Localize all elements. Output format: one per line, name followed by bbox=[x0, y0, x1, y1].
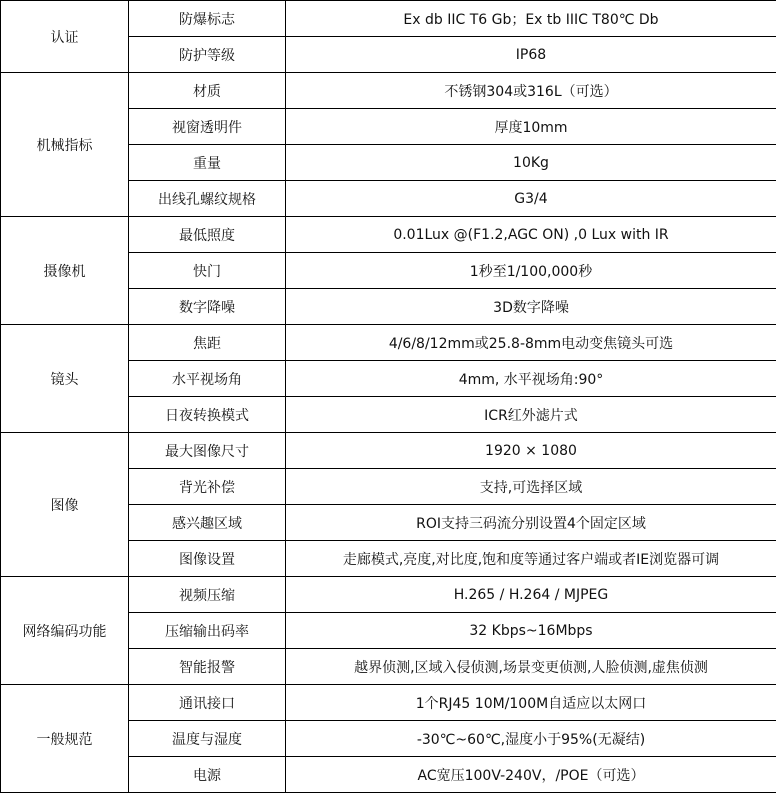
param-value: ROI支持三码流分别设置4个固定区域 bbox=[286, 505, 776, 541]
param-value: IP68 bbox=[286, 37, 776, 73]
param-value: 3D数字降噪 bbox=[286, 289, 776, 325]
param-name: 日夜转换模式 bbox=[129, 397, 286, 433]
param-value: 支持,可选择区域 bbox=[286, 469, 776, 505]
param-value: 越界侦测,区域入侵侦测,场景变更侦测,人脸侦测,虚焦侦测 bbox=[286, 649, 776, 685]
param-name: 重量 bbox=[129, 145, 286, 181]
param-name: 出线孔螺纹规格 bbox=[129, 181, 286, 217]
param-name: 电源 bbox=[129, 757, 286, 793]
param-name: 快门 bbox=[129, 253, 286, 289]
param-value: 4/6/8/12mm或25.8-8mm电动变焦镜头可选 bbox=[286, 325, 776, 361]
table-row bbox=[1, 217, 776, 253]
param-name: 数字降噪 bbox=[129, 289, 286, 325]
table-row bbox=[1, 685, 776, 721]
param-value: 32 Kbps~16Mbps bbox=[286, 613, 776, 649]
group-label: 认证 bbox=[1, 1, 129, 73]
group-label: 摄像机 bbox=[1, 217, 129, 325]
param-name: 通讯接口 bbox=[129, 685, 286, 721]
param-value: 4mm, 水平视场角:90° bbox=[286, 361, 776, 397]
param-name: 材质 bbox=[129, 73, 286, 109]
group-label: 图像 bbox=[1, 433, 129, 577]
param-name: 防护等级 bbox=[129, 37, 286, 73]
param-name: 压缩输出码率 bbox=[129, 613, 286, 649]
param-value: AC宽压100V-240V，/POE（可选） bbox=[286, 757, 776, 793]
table-row bbox=[1, 325, 776, 361]
group-label: 一般规范 bbox=[1, 685, 129, 793]
param-name: 视频压缩 bbox=[129, 577, 286, 613]
param-name: 感兴趣区域 bbox=[129, 505, 286, 541]
param-name: 防爆标志 bbox=[129, 1, 286, 37]
table-row bbox=[1, 73, 776, 109]
param-name: 背光补偿 bbox=[129, 469, 286, 505]
param-value: 走廊模式,亮度,对比度,饱和度等通过客户端或者IE浏览器可调 bbox=[286, 541, 776, 577]
param-value: 0.01Lux @(F1.2,AGC ON) ,0 Lux with IR bbox=[286, 217, 776, 253]
param-name: 焦距 bbox=[129, 325, 286, 361]
param-name: 智能报警 bbox=[129, 649, 286, 685]
param-name: 视窗透明件 bbox=[129, 109, 286, 145]
param-value: 1秒至1/100,000秒 bbox=[286, 253, 776, 289]
param-value: H.265 / H.264 / MJPEG bbox=[286, 577, 776, 613]
param-value: Ex db IIC T6 Gb；Ex tb IIIC T80℃ Db bbox=[286, 1, 776, 37]
param-value: G3/4 bbox=[286, 181, 776, 217]
param-name: 温度与湿度 bbox=[129, 721, 286, 757]
group-label: 镜头 bbox=[1, 325, 129, 433]
param-name: 最大图像尺寸 bbox=[129, 433, 286, 469]
param-value: 10Kg bbox=[286, 145, 776, 181]
param-value: 1个RJ45 10M/100M自适应以太网口 bbox=[286, 685, 776, 721]
param-value: ICR红外滤片式 bbox=[286, 397, 776, 433]
param-name: 水平视场角 bbox=[129, 361, 286, 397]
param-value: 厚度10mm bbox=[286, 109, 776, 145]
param-value: 1920 × 1080 bbox=[286, 433, 776, 469]
table-row bbox=[1, 1, 776, 37]
table-row bbox=[1, 433, 776, 469]
param-value: -30℃~60℃,湿度小于95%(无凝结) bbox=[286, 721, 776, 757]
param-value: 不锈钢304或316L（可选） bbox=[286, 73, 776, 109]
param-name: 最低照度 bbox=[129, 217, 286, 253]
table-row bbox=[1, 577, 776, 613]
param-name: 图像设置 bbox=[129, 541, 286, 577]
group-label: 机械指标 bbox=[1, 73, 129, 217]
group-label: 网络编码功能 bbox=[1, 577, 129, 685]
